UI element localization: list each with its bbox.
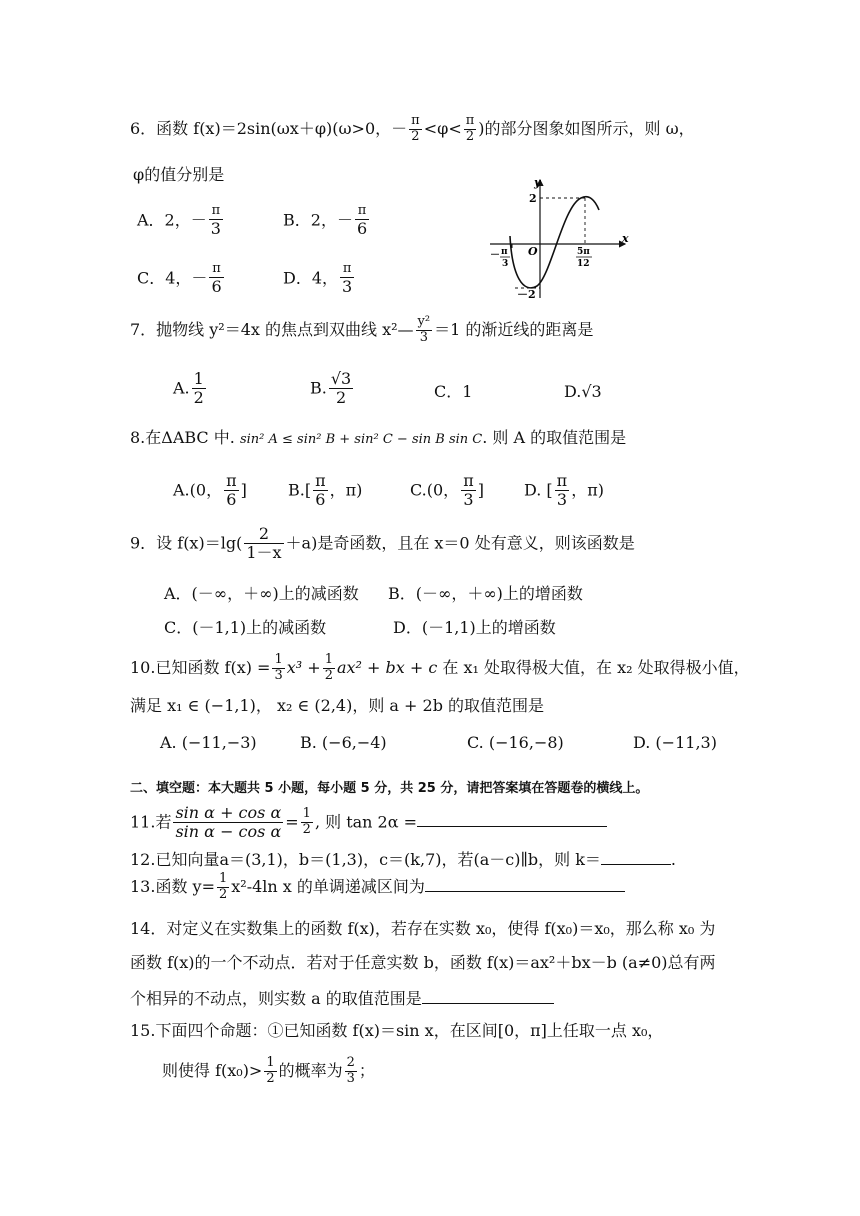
q10-option-c: C. (−16,−8) bbox=[467, 733, 564, 752]
graph-origin: O bbox=[528, 245, 538, 258]
q15-line1: 15.下面四个命题：①已知函数 f(x)＝sin x，在区间[0，π]上任取一点 x₀， bbox=[130, 1021, 664, 1040]
graph-right-tick-num: 5π bbox=[577, 247, 590, 257]
q10-stem: 10.已知函数 f(x) = $\frac{1}{3}$ x³ + $\frac{1}{2}$ ax² + bx + c 在 x₁ 处取得极大值，在 x₂ 处取得极小值， bbox=[130, 652, 750, 683]
section-heading: 二、填空题：本大题共 5 小题，每小题 5 分，共 25 分，请把答案填在答题卷的横线上。 bbox=[130, 781, 649, 796]
q6-stem-c: φ的值分别是 bbox=[133, 165, 225, 184]
q10-option-d: D. (−11,3) bbox=[633, 733, 717, 752]
q11-stem: 11.若 $\frac{\text{sin α + cos α}}{\text{sin α − cos α}}$ = $\frac{1}{2}$ , 则 tan 2α = bbox=[130, 804, 607, 842]
q7-option-b: B. $\frac{√3}{2}$ bbox=[310, 369, 352, 408]
q13-stem: 13.函数 y= $\frac{1}{2}$ x²-4ln x 的单调递减区间为 bbox=[130, 872, 625, 903]
graph-left-tick-num: π bbox=[501, 247, 508, 257]
q9-option-b: B．(－∞，＋∞)上的增函数 bbox=[388, 584, 583, 603]
q7-option-d: D.√3 bbox=[564, 382, 602, 401]
q10-option-a: A. (−11,−3) bbox=[160, 733, 257, 752]
q9-option-c: C．(－1,1)上的减函数 bbox=[164, 618, 327, 637]
q6-stem bbox=[130, 114, 695, 145]
q12-stem: 12.已知向量a＝(3,1)，b＝(1,3)，c＝(k,7)，若(a－c)∥b，则 k＝ . bbox=[130, 850, 676, 869]
q12-answer-blank[interactable] bbox=[601, 850, 671, 865]
q14-line2: 函数 f(x)的一个不动点．若对于任意实数 b，函数 f(x)＝ax²＋bx－b (a≠0)总有两 bbox=[130, 953, 716, 972]
q8-option-a: A.(0， $\frac{\pi}{6}$ ] bbox=[173, 471, 247, 510]
q8-formula: sin² A ≤ sin² B + sin² C − sin B sin C bbox=[239, 432, 483, 447]
q6-stem-b: )的部分图象如图所示，则 ω， bbox=[478, 118, 695, 138]
q6-option-d: D．4， $\frac{\pi}{3}$ bbox=[283, 261, 353, 296]
q6-frac-pi-2-a: $\frac{\pi}{2}$ bbox=[411, 113, 420, 144]
q9-option-a: A．(－∞，＋∞)上的减函数 bbox=[164, 584, 359, 603]
q15-line2: 则使得 f(x₀)> $\frac{1}{2}$ 的概率为 $\frac{2}{3}$ ； bbox=[162, 1055, 375, 1086]
q10-option-b: B. (−6,−4) bbox=[300, 733, 387, 752]
graph-right-tick-den: 12 bbox=[577, 259, 590, 269]
graph-y-label: y bbox=[534, 176, 541, 189]
q6-stem-a: 6．函数 f(x)＝2sin(ωx＋φ)(ω>0，－ bbox=[130, 118, 408, 138]
q6-frac-pi-2-b: $\frac{\pi}{2}$ bbox=[465, 113, 475, 144]
q7-stem: 7．抛物线 y²＝4x 的焦点到双曲线 x²— $\frac{\text{y²}}{3}$ ＝1 的渐近线的距离是 bbox=[130, 314, 594, 345]
q8-option-d: D. [ $\frac{\pi}{3}$ ，π) bbox=[524, 471, 604, 510]
q14-line1: 14．对定义在实数集上的函数 f(x)，若存在实数 x₀，使得 f(x₀)＝x₀，那么称 x₀ 为 bbox=[130, 919, 716, 938]
q6-option-c: C．4，－ $\frac{\pi}{6}$ bbox=[137, 261, 222, 296]
q8-stem: 8.在ΔABC 中. sin² A ≤ sin² B + sin² C − sin B sin C. 则 A 的取值范围是 bbox=[130, 428, 627, 447]
graph-max-label: 2 bbox=[529, 192, 537, 205]
q14-line3: 个相异的不动点，则实数 a 的取值范围是 bbox=[130, 989, 554, 1007]
svg-text:－: － bbox=[490, 250, 500, 261]
q6-option-b: B．2，－ $\frac{\pi}{6}$ bbox=[283, 203, 368, 238]
q14-answer-blank[interactable] bbox=[422, 989, 554, 1004]
q6-option-a: A．2，－ $\frac{\pi}{3}$ bbox=[137, 203, 221, 238]
q8-option-c: C.(0， $\frac{\pi}{3}$ ] bbox=[410, 471, 484, 510]
q6-sine-graph bbox=[485, 176, 635, 301]
graph-x-label: x bbox=[622, 232, 629, 245]
q9-option-d: D．(－1,1)上的增函数 bbox=[393, 618, 556, 637]
q10-line2: 满足 x₁ ∈ (−1,1)， x₂ ∈ (2,4)，则 a + 2b 的取值范围是 bbox=[130, 696, 545, 715]
q8-option-b: B.[ $\frac{\pi}{6}$ ，π) bbox=[288, 471, 363, 510]
sine-curve bbox=[510, 197, 599, 288]
graph-left-tick-den: 3 bbox=[502, 259, 509, 269]
graph-min-label: －2 bbox=[517, 288, 536, 301]
q11-answer-blank[interactable] bbox=[417, 812, 607, 827]
q13-answer-blank[interactable] bbox=[425, 877, 625, 892]
q7-option-c: C．1 bbox=[434, 382, 473, 401]
q7-option-a: A. $\frac{1}{2}$ bbox=[173, 369, 204, 408]
q6-lt-phi: <φ< bbox=[423, 118, 462, 138]
q9-stem: 9．设 f(x)＝lg( $\frac{2}{1-x}$ ＋a)是奇函数，且在 x＝0 处有意义，则该函数是 bbox=[130, 524, 635, 563]
